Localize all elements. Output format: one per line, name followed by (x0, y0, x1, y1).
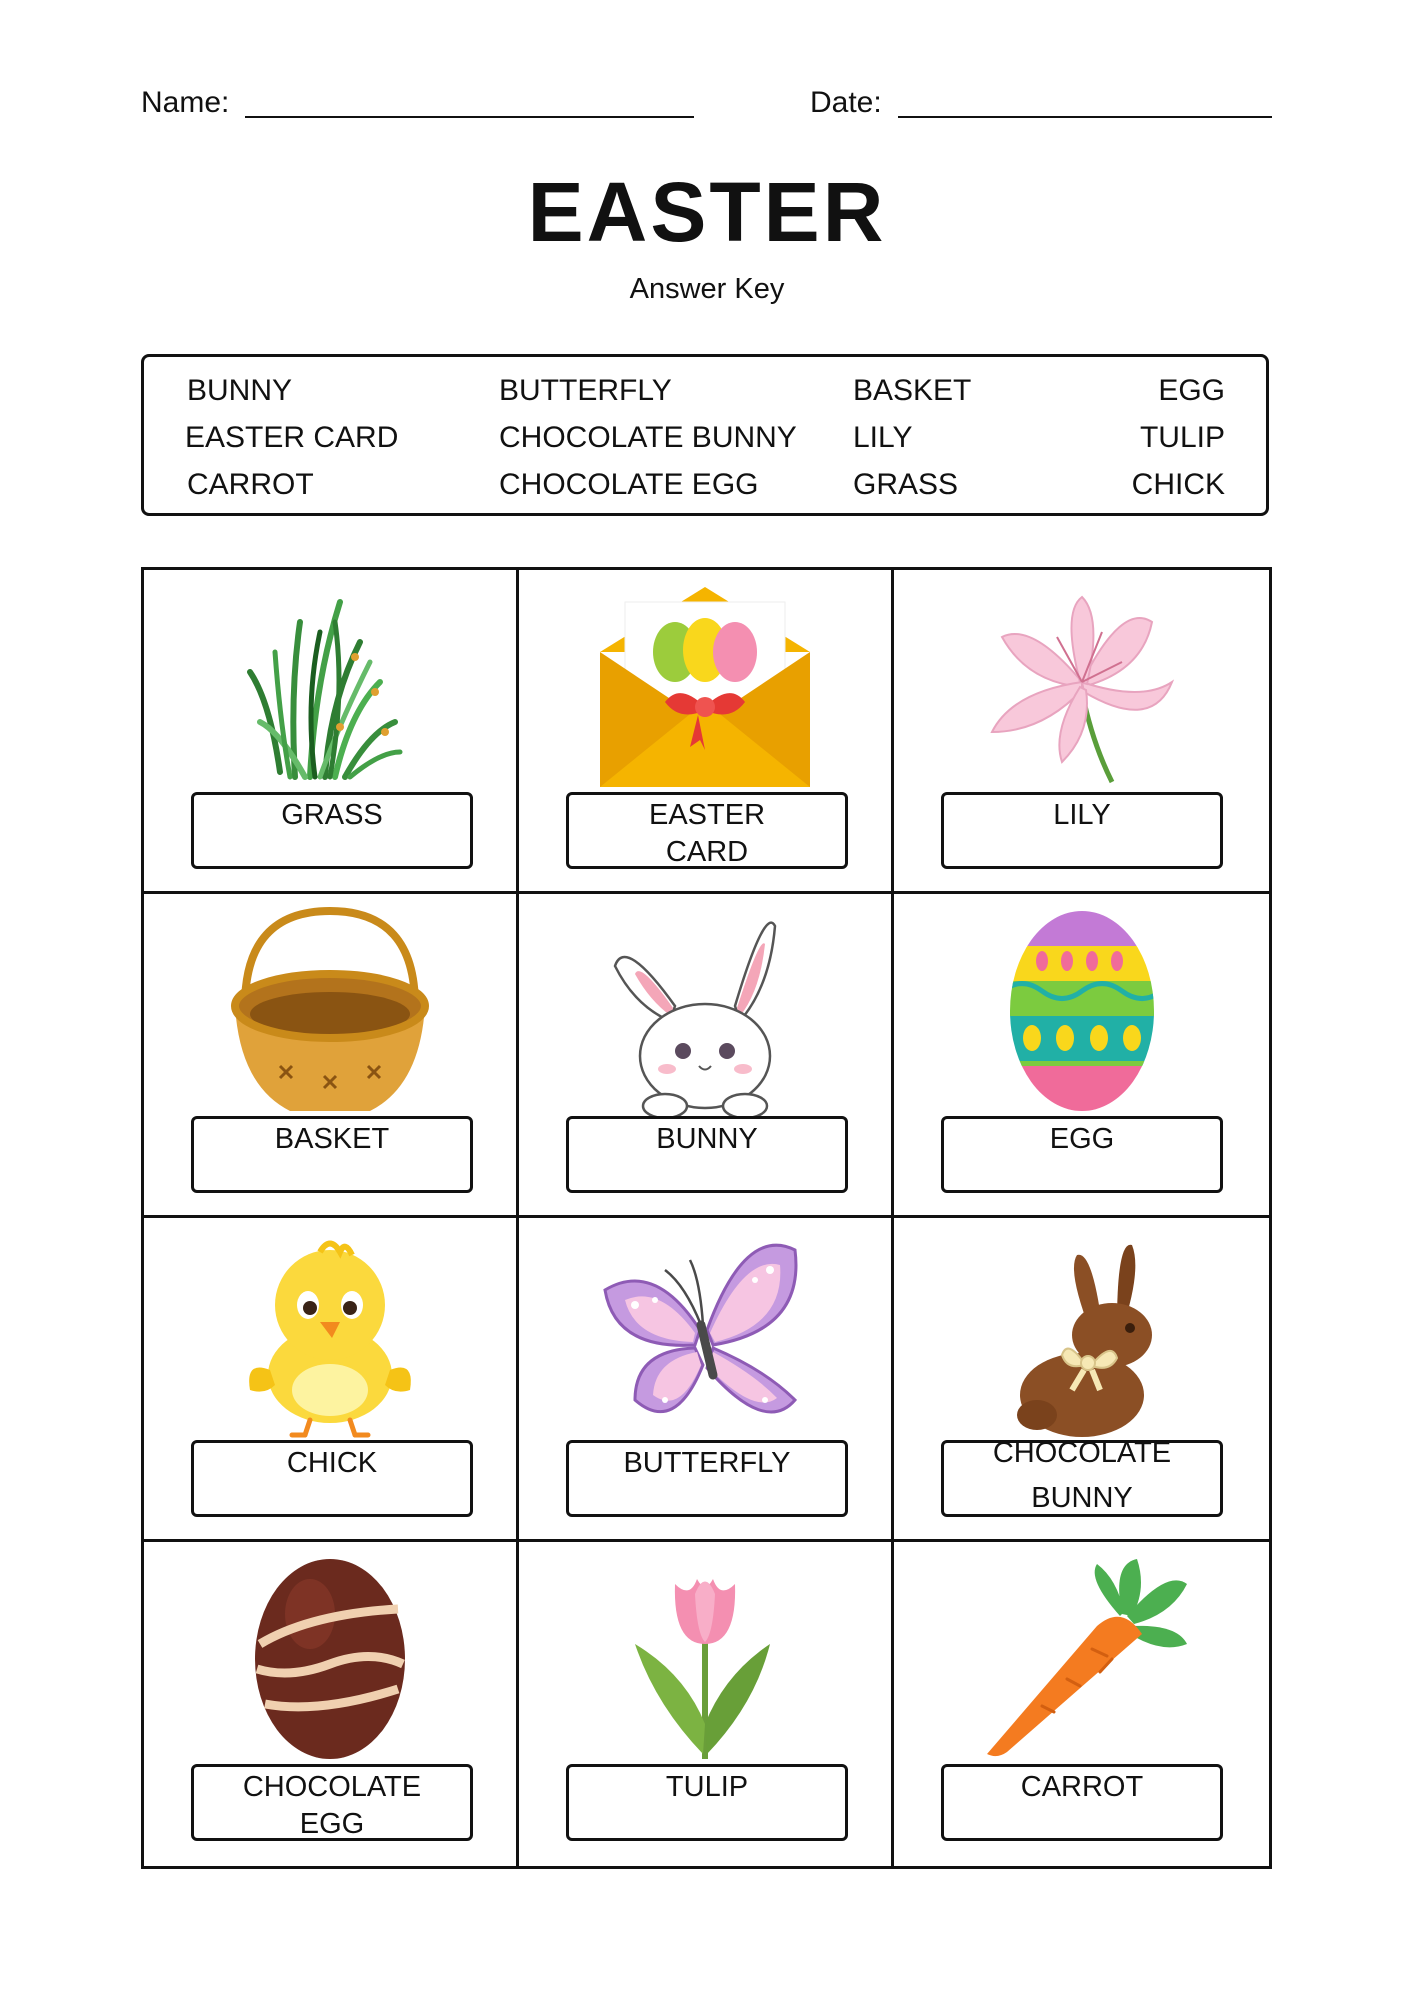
answer-box[interactable] (941, 792, 1223, 869)
word-bank-word: LILY (853, 421, 913, 454)
answer-label: LILY (1053, 799, 1111, 831)
word-bank-word: CARROT (187, 468, 314, 501)
grass-icon (220, 582, 440, 792)
answer-box[interactable] (941, 1764, 1223, 1841)
answer-label: BASKET (274, 1123, 390, 1155)
carrot-icon (972, 1554, 1192, 1764)
name-label: Name: (141, 86, 230, 119)
picture-grid (141, 567, 1272, 1869)
answer-label: BUNNY (656, 1123, 758, 1155)
picture-cell (144, 1542, 519, 1866)
answer-label: BUTTERFLY (623, 1447, 791, 1479)
basket-icon (220, 906, 440, 1116)
chocolate-bunny-icon (972, 1230, 1192, 1440)
answer-box[interactable] (191, 1764, 473, 1841)
chocolate-egg-icon (220, 1554, 440, 1764)
picture-cell (519, 1218, 894, 1542)
word-bank-word: EGG (1158, 374, 1225, 407)
answer-box[interactable] (566, 1440, 848, 1517)
bunny-icon (595, 906, 815, 1116)
word-bank-word: BUNNY (187, 374, 293, 407)
answer-box[interactable] (941, 1437, 1223, 1517)
picture-cell (144, 894, 519, 1218)
word-bank (141, 354, 1269, 516)
answer-label: GRASS (281, 799, 383, 831)
word-bank-word: BASKET (853, 374, 972, 407)
word-bank-word: BUTTERFLY (499, 374, 672, 407)
answer-label: CARROT (1020, 1771, 1144, 1803)
answer-box[interactable] (941, 1116, 1223, 1193)
picture-cell (894, 894, 1269, 1218)
picture-cell (894, 1542, 1269, 1866)
answer-label: CHICK (286, 1447, 378, 1479)
chick-icon (220, 1230, 440, 1440)
answer-box[interactable] (191, 1116, 473, 1193)
word-bank-word: CHICK (1131, 468, 1225, 501)
picture-cell (519, 570, 894, 894)
egg-icon (972, 906, 1192, 1116)
answer-label: CHOCOLATE BUNNY (992, 1437, 1172, 1514)
date-label: Date: (810, 86, 882, 119)
picture-cell (894, 570, 1269, 894)
picture-cell (519, 1542, 894, 1866)
answer-box[interactable] (566, 1116, 848, 1193)
answer-box[interactable] (191, 1440, 473, 1517)
lily-icon (972, 582, 1192, 792)
answer-box[interactable] (566, 1764, 848, 1841)
name-field[interactable] (245, 116, 694, 118)
word-bank-word: TULIP (1139, 421, 1225, 454)
answer-box[interactable] (566, 792, 848, 869)
word-bank-word: EASTER CARD (185, 421, 399, 454)
answer-box[interactable] (191, 792, 473, 869)
easter-card-icon (595, 582, 815, 792)
page-title: EASTER (527, 165, 887, 259)
page-subtitle: Answer Key (629, 273, 785, 305)
butterfly-icon (595, 1230, 815, 1440)
word-bank-word: GRASS (853, 468, 959, 501)
word-bank-word: CHOCOLATE EGG (499, 468, 759, 501)
date-field[interactable] (898, 116, 1272, 118)
picture-cell (144, 1218, 519, 1542)
answer-label: CHOCOLATE EGG (242, 1771, 422, 1840)
picture-cell (144, 570, 519, 894)
picture-cell (519, 894, 894, 1218)
answer-label: EGG (1049, 1123, 1115, 1155)
tulip-icon (595, 1554, 815, 1764)
answer-label: EASTER CARD (648, 799, 766, 868)
answer-label: TULIP (665, 1771, 749, 1803)
picture-cell (894, 1218, 1269, 1542)
word-bank-word: CHOCOLATE BUNNY (499, 421, 797, 454)
